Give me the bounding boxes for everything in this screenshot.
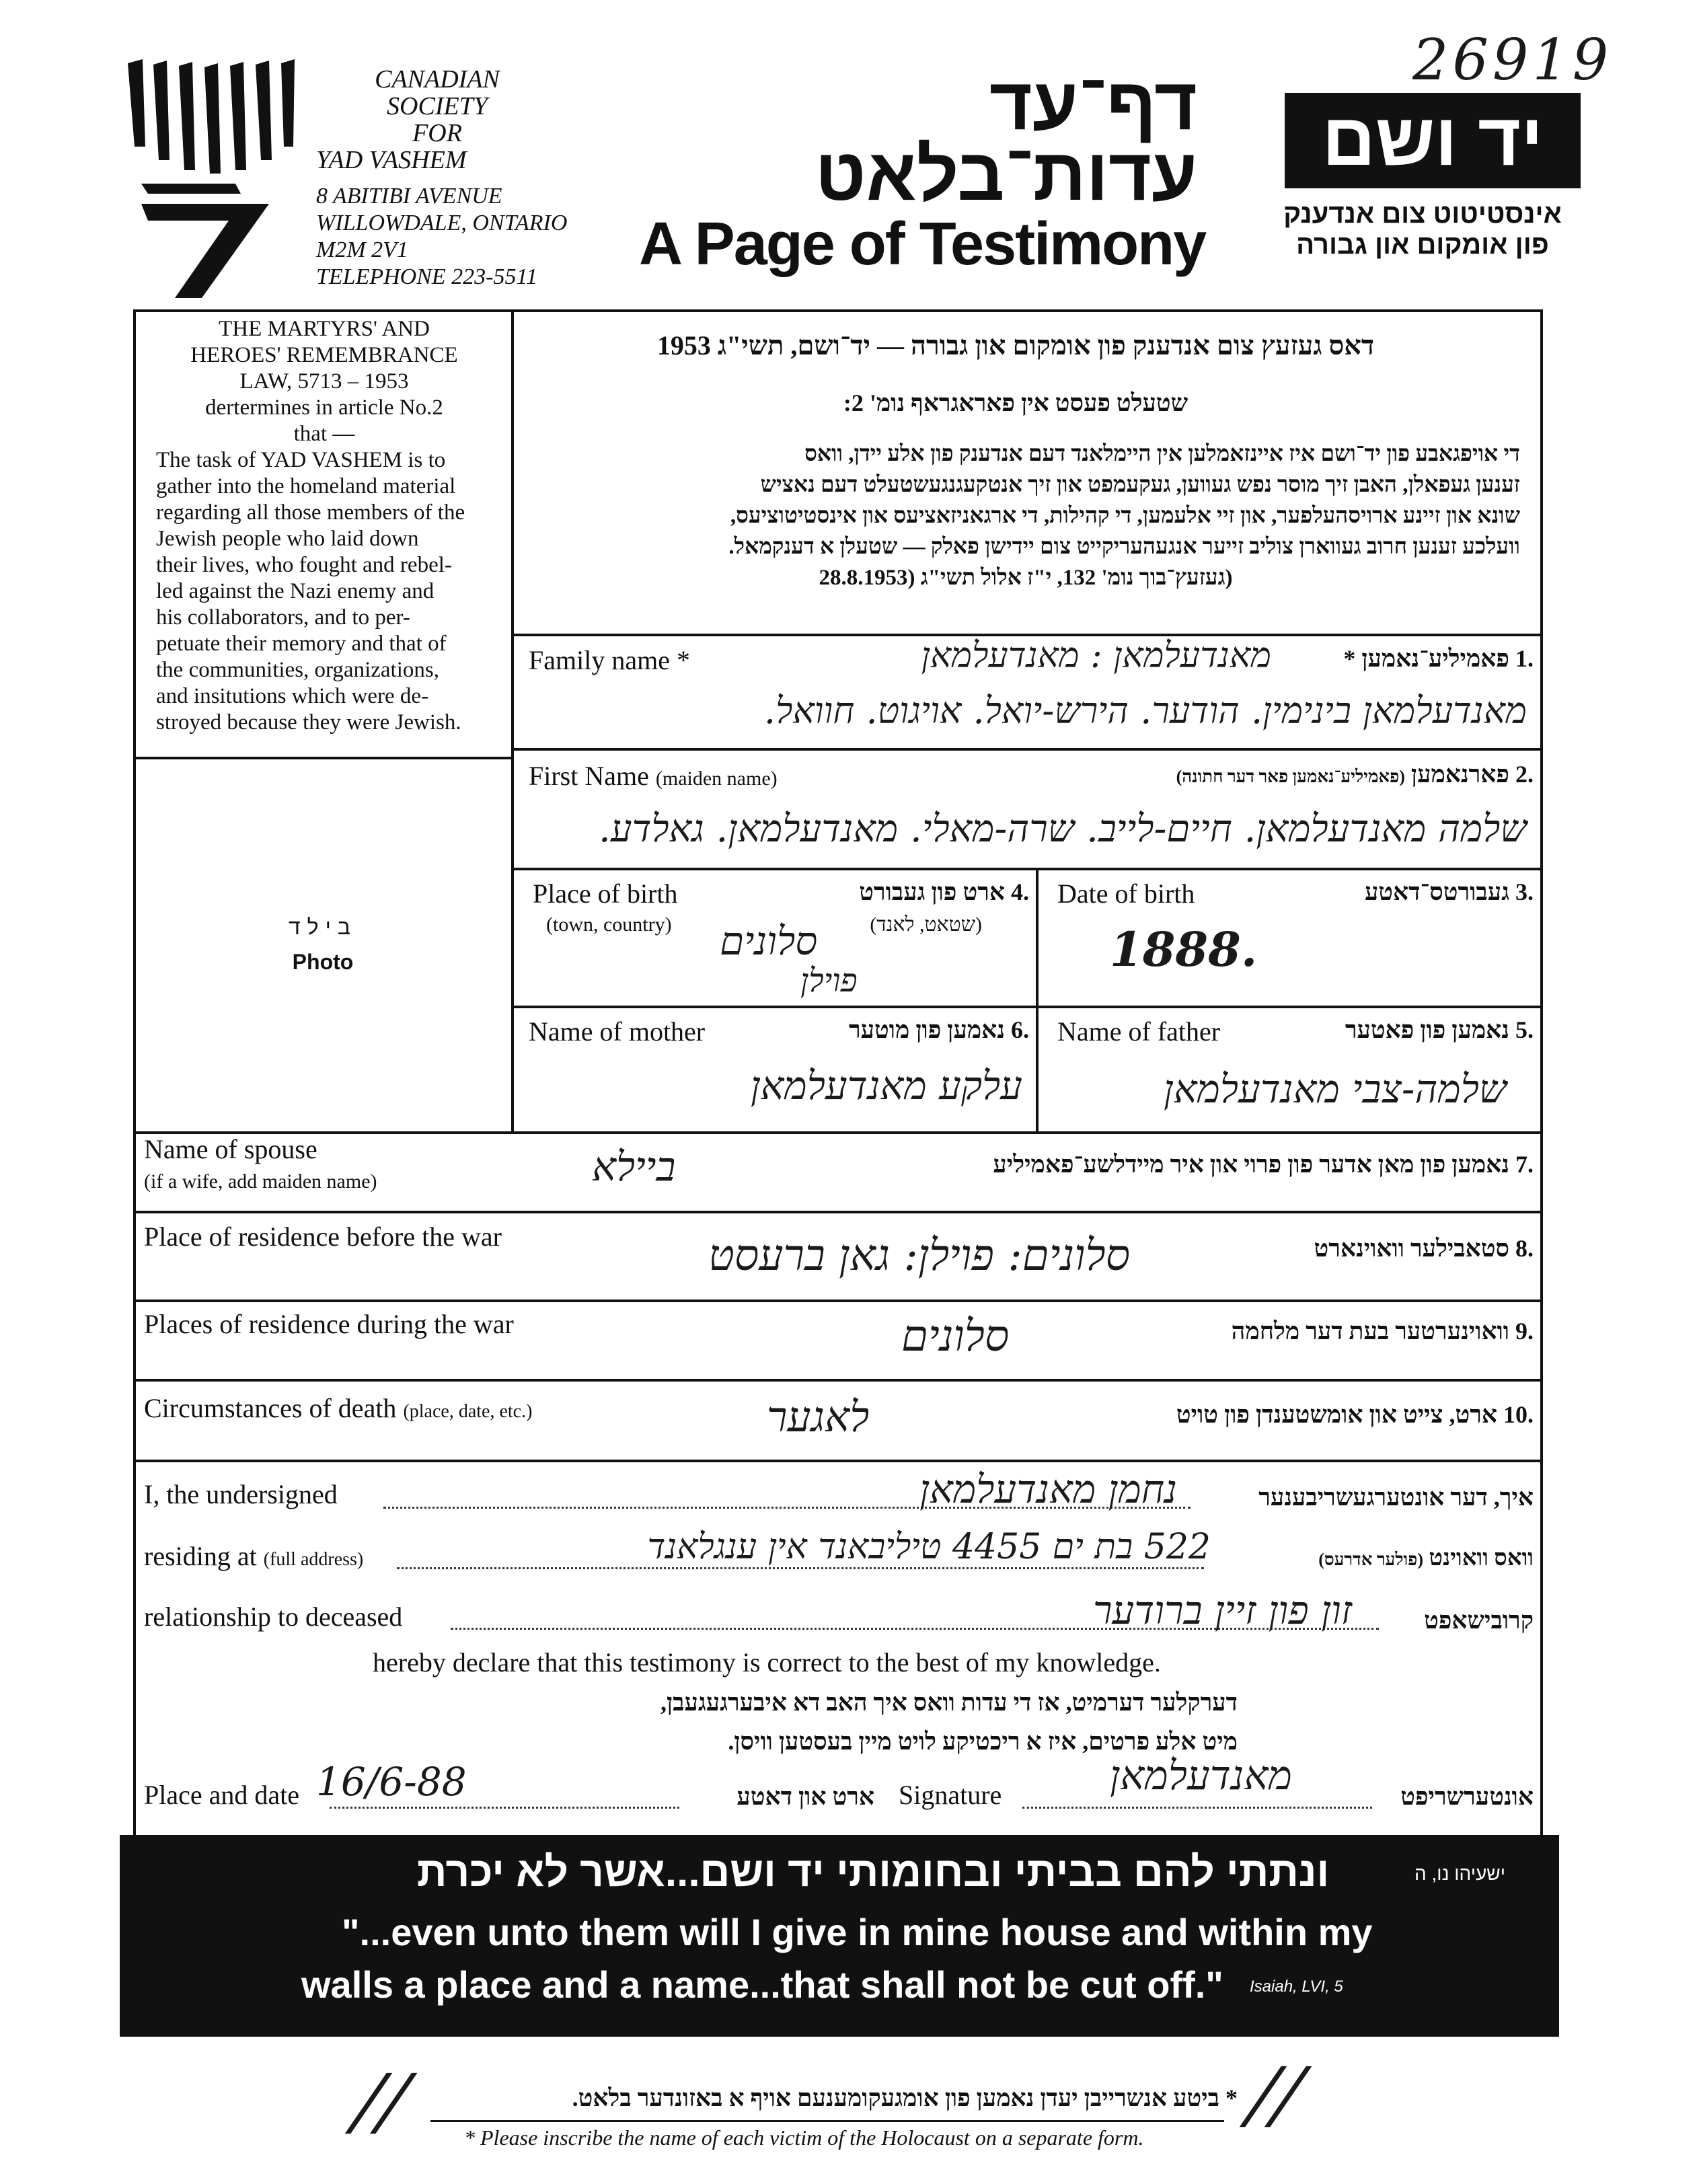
law-line: stroyed because they were Jewish. [156, 710, 461, 735]
banner-english-1: "...even unto them will I give in mine house and within my [342, 1911, 1373, 1953]
photo-hebrew-label: בילד [288, 915, 358, 939]
field-2-top [511, 748, 1543, 751]
field-3-top [511, 868, 1543, 870]
yiddish-law-line: די אויפגאבע פון יד־ושם איז איינזאמלען אין היימלאנד דעם אנדענק פון אלע יידן, וואס [804, 442, 1520, 466]
law-line: petuate their memory and that of [156, 632, 447, 656]
footer-english-text: Please inscribe the name of each victim of the Holocaust on a separate form. [480, 2125, 1144, 2150]
law-line: The task of YAD VASHEM is to [156, 448, 446, 472]
first-name-label-yi-text: פארנאמען [1410, 761, 1509, 788]
place-of-birth-label-yi [767, 878, 1029, 906]
residence-before-value[interactable]: סלונים: פוילן: גאן ברעסט [708, 1231, 1130, 1281]
yiddish-law-title: דאס געזעץ צום אנדענק פון אומקום און גבורה — יד־ושם, תשי"ג 1953 [656, 330, 1375, 361]
footer-mark-left: // [348, 2058, 414, 2144]
yiddish-title-1: דף־עד [989, 63, 1197, 145]
field-10-top [133, 1379, 1543, 1382]
field-5-top [511, 1006, 1543, 1008]
banner-hebrew: ונתתי להם בביתי ובחומותי יד ושם...אשר לא יכרת [416, 1849, 1330, 1895]
yiddish-law-line: שונא און זיינע ארויסהעלפער, און זיי אלעמען, די קהילות, די ארגאניזאציעס און אינסטיטוציעס, [730, 504, 1520, 528]
law-line: Jewish people who laid down [156, 527, 419, 551]
org-phone: TELEPHONE 223-5511 [316, 264, 537, 289]
place-of-birth-label-yi-text: ארט פון געבורט [859, 878, 1005, 905]
spouse-hint: (if a wife, add maiden name) [144, 1170, 377, 1193]
quote-banner [120, 1835, 1559, 2037]
spouse-value[interactable]: ביילא [592, 1143, 676, 1191]
family-name-value[interactable]: מאנדעלמאן : מאנדעלמאן [921, 636, 1271, 676]
father-name-label-yi-text: נאמען פון פאטער [1345, 1016, 1509, 1043]
residence-during-label-yi-text: וואוינערטער בעת דער מלחמה [1231, 1318, 1509, 1345]
field-number: .5 [1515, 1016, 1534, 1043]
mother-name-value[interactable]: עלקע מאנדעלמאן [750, 1063, 1022, 1108]
residing-label-text: residing at [144, 1541, 257, 1571]
place-date-label: Place and date [144, 1780, 299, 1810]
field-number: .2 [1515, 761, 1534, 788]
yiddish-law-line: זענען געפאלן, האבן זיך מוסר נפש געווען, געקעמפט און זיך אנטקעגנגעשטעלט דעם נאציש [760, 473, 1520, 497]
law-line: HEROES' REMEMBRANCE [190, 343, 458, 367]
law-line: the communities, organizations, [156, 658, 439, 682]
law-line: and insitutions which were de- [156, 684, 429, 708]
undersigned-label-yi: איך, דער אונטערגעשריבענער [1258, 1484, 1534, 1511]
banner-reference: Isaiah, LVI, 5 [1250, 1978, 1343, 1996]
org-line-4: YAD VASHEM [316, 146, 467, 174]
death-circumstances-label-yi [1022, 1400, 1534, 1429]
first-name-label-yi [982, 760, 1534, 788]
org-address-1: 8 ABITIBI AVENUE [316, 184, 502, 209]
first-name-label-small: (maiden name) [655, 767, 778, 790]
footer-mark-right: // [1243, 2051, 1309, 2138]
law-line: gather into the homeland material [156, 474, 456, 498]
org-name [316, 66, 558, 174]
field-number: .8 [1515, 1235, 1534, 1262]
signature-label-yi: אונטערשריפט [1400, 1783, 1534, 1810]
spouse-label-yi [807, 1150, 1534, 1178]
place-date-line [330, 1807, 679, 1809]
residence-before-label-yi [1143, 1234, 1534, 1263]
residing-label-yi-small: (פולער אדרעס) [1318, 1550, 1423, 1569]
death-circumstances-value[interactable]: לאגער [767, 1392, 870, 1441]
date-of-birth-label: Date of birth [1057, 878, 1195, 909]
family-name-label: Family name * [529, 645, 690, 675]
declaration-top [133, 1460, 1543, 1462]
father-name-value[interactable]: שלמה-צבי מאנדעלמאן [1163, 1066, 1507, 1112]
org-address-3: M2M 2V1 [316, 237, 408, 262]
place-date-value[interactable]: 16/6-88 [316, 1759, 467, 1805]
first-name-label-text: First Name [529, 761, 649, 791]
org-line-2: SOCIETY [387, 92, 488, 120]
institute-line-1: אינסטיטוט צום אנדענק [1283, 199, 1562, 229]
undersigned-label: I, the undersigned [144, 1479, 338, 1509]
date-of-birth-label-yi [1278, 878, 1534, 906]
law-box [156, 316, 492, 736]
law-line: his collaborators, and to per- [156, 605, 410, 630]
residence-during-label-yi [1076, 1317, 1534, 1345]
field-number: .7 [1515, 1151, 1534, 1178]
father-name-label-yi [1251, 1016, 1534, 1044]
signature-line [1022, 1807, 1372, 1809]
residence-during-value[interactable]: סלונים [901, 1312, 1010, 1361]
residence-before-label: Place of residence before the war [144, 1221, 502, 1252]
family-name-label-yi [1278, 644, 1534, 673]
declaration-text-yi-1: דערקלער דערמיט, אז די עדות וואס איך האב דא איבערגעגעבן, [660, 1689, 1238, 1716]
residing-hint: (full address) [263, 1549, 364, 1570]
page-title: A Page of Testimony [639, 211, 1206, 278]
place-of-birth-value-2[interactable]: פוילן [800, 962, 858, 1000]
family-name-label-yi-text: פאמיליע־נאמען * [1343, 645, 1509, 672]
place-of-birth-hint: (town, country) [546, 913, 672, 936]
field-number: .4 [1011, 878, 1029, 905]
residence-during-label: Places of residence during the war [144, 1309, 514, 1339]
place-of-birth-label: Place of birth [533, 878, 678, 909]
residing-label [144, 1540, 363, 1572]
undersigned-value[interactable]: נחמן מאנדעלמאן [919, 1466, 1177, 1512]
org-line-3: FOR [412, 119, 462, 147]
declaration-text-yi-2: מיט אלע פרטים, איז א ריכטיקע לויט מיין בעסטען וויסן. [728, 1728, 1238, 1755]
death-circumstances-label-yi-text: ארט, צייט און אומשטענדן פון טויט [1176, 1401, 1497, 1428]
institute-line-2: פון אומקום און גבורה [1296, 230, 1549, 260]
relationship-label-yi: קרובישאפט [1424, 1607, 1534, 1634]
yiddish-law-text [531, 439, 1520, 593]
org-address [316, 183, 567, 291]
yiddish-law-line: (געזעץ־בוך נומ' 132, י"ז אלול תשי"ג (28.8.1953 [819, 566, 1233, 590]
place-of-birth-hint-yi: (שטאט, לאנד) [870, 913, 982, 936]
law-line: THE MARTYRS' AND [219, 317, 430, 341]
date-of-birth-label-yi-text: געבורטס־דאטע [1364, 878, 1509, 905]
field-7-top [133, 1131, 1543, 1134]
field-number: .6 [1011, 1016, 1029, 1043]
place-date-label-yi: ארט און דאטע [737, 1783, 874, 1810]
first-name-value[interactable]: שלמה מאנדעלמאן. חיים-לייב. שרה-מאלי. מאנדעלמאן. גאלדע. [599, 807, 1527, 851]
declaration-text: hereby declare that this testimony is correct to the best of my knowledge. [373, 1647, 1161, 1678]
spouse-label-yi-text: נאמען פון מאן אדער פון פרוי און איר מיידלשע־פאמיליע [993, 1151, 1509, 1178]
first-name-label-yi-small: (פאמיליע־נאמען פאר דער חתונה) [1176, 767, 1405, 786]
date-of-birth-value[interactable]: 1888. [1110, 921, 1258, 977]
law-box-bottom [133, 757, 514, 759]
photo-label: Photo [292, 950, 354, 974]
footer-yiddish-text: ביטע אנשרייבן יעדן נאמען פון אומגעקומענעם אויף א באזונדער בלאט. [572, 2084, 1219, 2111]
relationship-label: relationship to deceased [144, 1602, 403, 1632]
law-line: dertermines in article No.2 [205, 396, 443, 420]
yiddish-law-line: וועלכע זענען חרוב געווארן צוליב זייער אנגעהעריקייט צום יידישן פאלק — שטעלן א דענקמאל. [728, 535, 1520, 559]
residence-before-label-yi-text: סטאבילער וואוינארט [1314, 1235, 1509, 1262]
field-number: .1 [1515, 645, 1534, 672]
banner-english-2: walls a place and a name...that shall not be cut off." [301, 1963, 1223, 2006]
yad-vashem-logo: יד ושם [1285, 93, 1581, 188]
menorah-logo [128, 59, 296, 301]
field-number: .10 [1503, 1401, 1534, 1428]
field-3-4-divider [1036, 868, 1039, 1131]
relationship-value[interactable]: זון פון זיין ברודער [1092, 1587, 1352, 1633]
field-8-top [133, 1211, 1543, 1213]
footer-yiddish: * ביטע אנשרייבן יעדן נאמען פון אומגעקומענעם אויף א באזונדער בלאט. [572, 2084, 1238, 2111]
org-line-1: CANADIAN [375, 65, 500, 93]
field-number: .3 [1515, 878, 1534, 905]
place-of-birth-value[interactable]: סלונים [720, 918, 818, 964]
banner-hebrew-ref: ישעיהו נו, ה [1414, 1863, 1505, 1884]
field-number: .9 [1515, 1318, 1534, 1345]
field-9-top [133, 1300, 1543, 1302]
footer-rule [430, 2120, 1224, 2122]
father-name-label: Name of father [1057, 1016, 1221, 1047]
law-line: regarding all those members of the [156, 500, 465, 525]
footer-english: * Please inscribe the name of each victim of the Holocaust on a separate form. [464, 2125, 1144, 2150]
death-circumstances-label [144, 1392, 532, 1424]
law-line: that — [293, 422, 355, 446]
mother-name-label-yi-text: נאמען פון מוטער [848, 1016, 1005, 1043]
law-line: LAW, 5713 – 1953 [239, 369, 409, 393]
yiddish-law-subtitle: שטעלט פעסט אין פאראגראף נומ' 2: [843, 389, 1188, 416]
signature-value[interactable]: מאנדעלמאן [1110, 1752, 1292, 1799]
death-circumstances-label-text: Circumstances of death [144, 1393, 397, 1423]
law-line: their lives, who fought and rebel- [156, 553, 452, 577]
signature-label: Signature [899, 1780, 1002, 1810]
mother-name-label: Name of mother [529, 1016, 706, 1047]
death-circumstances-hint: (place, date, etc.) [403, 1401, 533, 1422]
first-name-label [529, 760, 778, 792]
residing-label-yi [1217, 1546, 1534, 1571]
law-line: led against the Nazi enemy and [156, 579, 435, 603]
residing-line [397, 1567, 1204, 1569]
spouse-label: Name of spouse [144, 1134, 317, 1164]
mother-name-label-yi [740, 1016, 1029, 1044]
document-number: 26919 [1412, 27, 1613, 93]
family-name-value-2[interactable]: מאנדעלמאן בינימין. הודער. הירש-יואל. אויגוט. חוואל. [763, 689, 1527, 732]
residing-value[interactable]: 522 בת ים 4455 טיליבאנד אין ענגלאנד [647, 1527, 1211, 1567]
org-address-2: WILLOWDALE, ONTARIO [316, 211, 568, 235]
yiddish-title-2: עדות־בלאט [815, 133, 1197, 216]
residing-label-yi-text: וואס וואוינט [1429, 1546, 1534, 1571]
